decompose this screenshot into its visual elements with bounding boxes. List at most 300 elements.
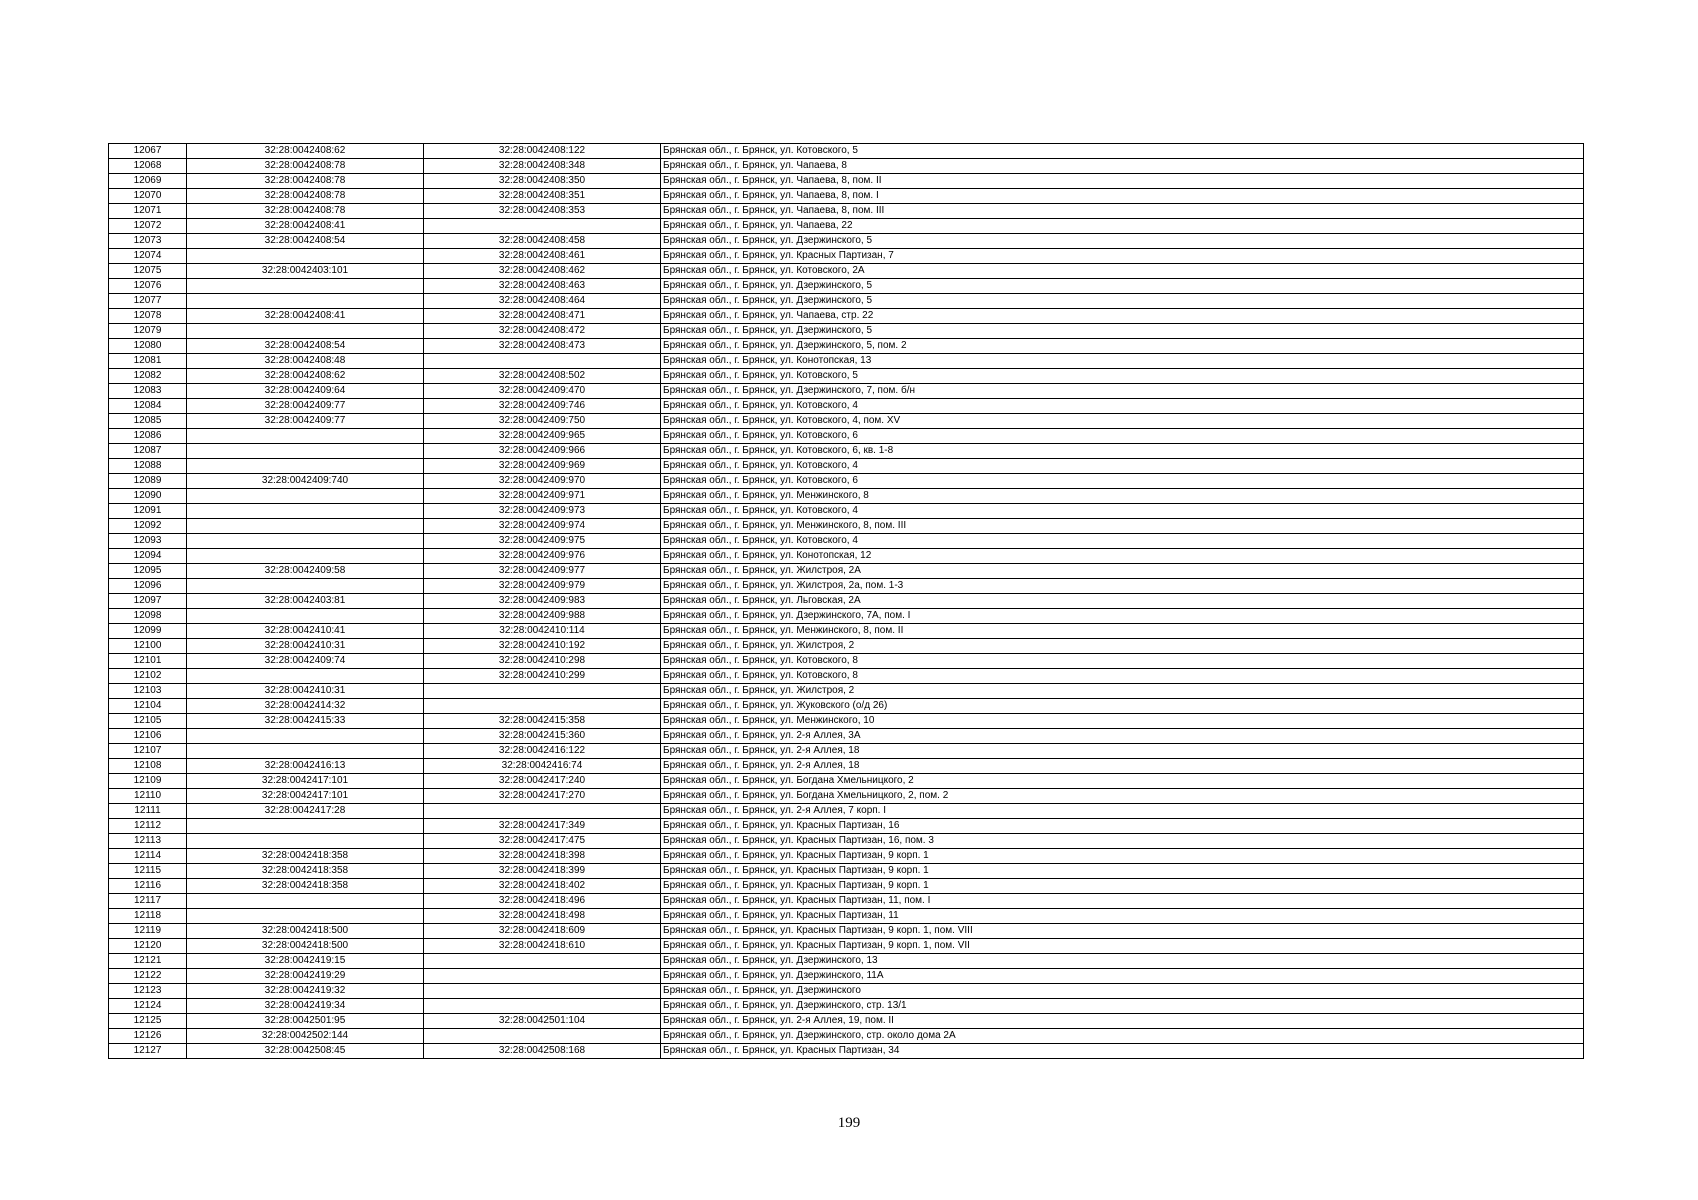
registry-table (108, 143, 1584, 1059)
object-number-cell: 32:28:0042410:299 (424, 669, 661, 684)
row-number-cell: 12117 (109, 894, 187, 909)
object-number-cell: 32:28:0042408:473 (424, 339, 661, 354)
address-cell: Брянская обл., г. Брянск, ул. 2-я Аллея, 18 (661, 744, 1584, 759)
parcel-number-cell: 32:28:0042409:64 (187, 384, 424, 399)
address-cell: Брянская обл., г. Брянск, ул. Котовского, 8 (661, 654, 1584, 669)
object-number-cell: 32:28:0042418:402 (424, 879, 661, 894)
object-number-cell: 32:28:0042408:122 (424, 144, 661, 159)
address-cell: Брянская обл., г. Брянск, ул. Котовского, 4 (661, 399, 1584, 414)
address-cell: Брянская обл., г. Брянск, ул. 2-я Аллея, 18 (661, 759, 1584, 774)
parcel-number-cell (187, 894, 424, 909)
address-cell: Брянская обл., г. Брянск, ул. 2-я Аллея, 3А (661, 729, 1584, 744)
row-number-cell: 12103 (109, 684, 187, 699)
object-number-cell: 32:28:0042409:966 (424, 444, 661, 459)
object-number-cell (424, 1029, 661, 1044)
table-row (109, 159, 1584, 174)
parcel-number-cell: 32:28:0042403:101 (187, 264, 424, 279)
table-row (109, 804, 1584, 819)
table-row (109, 999, 1584, 1014)
parcel-number-cell (187, 294, 424, 309)
object-number-cell: 32:28:0042409:979 (424, 579, 661, 594)
address-cell: Брянская обл., г. Брянск, ул. Котовского, 4 (661, 504, 1584, 519)
row-number-cell: 12074 (109, 249, 187, 264)
object-number-cell: 32:28:0042408:463 (424, 279, 661, 294)
table-row (109, 669, 1584, 684)
object-number-cell: 32:28:0042408:472 (424, 324, 661, 339)
address-cell: Брянская обл., г. Брянск, ул. Жилстроя, 2а, пом. 1-3 (661, 579, 1584, 594)
address-cell: Брянская обл., г. Брянск, ул. 2-я Аллея, 19, пом. II (661, 1014, 1584, 1029)
address-cell: Брянская обл., г. Брянск, ул. Красных Партизан, 34 (661, 1044, 1584, 1059)
object-number-cell: 32:28:0042408:350 (424, 174, 661, 189)
object-number-cell: 32:28:0042409:971 (424, 489, 661, 504)
address-cell: Брянская обл., г. Брянск, ул. Дзержинского, стр. 13/1 (661, 999, 1584, 1014)
row-number-cell: 12075 (109, 264, 187, 279)
object-number-cell: 32:28:0042409:969 (424, 459, 661, 474)
address-cell: Брянская обл., г. Брянск, ул. Котовского, 6 (661, 429, 1584, 444)
address-cell: Брянская обл., г. Брянск, ул. Котовского, 5 (661, 369, 1584, 384)
parcel-number-cell: 32:28:0042501:95 (187, 1014, 424, 1029)
parcel-number-cell: 32:28:0042415:33 (187, 714, 424, 729)
parcel-number-cell: 32:28:0042410:41 (187, 624, 424, 639)
table-row (109, 459, 1584, 474)
row-number-cell: 12125 (109, 1014, 187, 1029)
row-number-cell: 12097 (109, 594, 187, 609)
object-number-cell: 32:28:0042418:609 (424, 924, 661, 939)
address-cell: Брянская обл., г. Брянск, ул. Менжинского, 10 (661, 714, 1584, 729)
row-number-cell: 12100 (109, 639, 187, 654)
object-number-cell (424, 354, 661, 369)
table-row (109, 879, 1584, 894)
parcel-number-cell (187, 549, 424, 564)
parcel-number-cell: 32:28:0042403:81 (187, 594, 424, 609)
object-number-cell (424, 984, 661, 999)
address-cell: Брянская обл., г. Брянск, ул. Дзержинского, 7А, пом. I (661, 609, 1584, 624)
object-number-cell: 32:28:0042415:358 (424, 714, 661, 729)
parcel-number-cell (187, 324, 424, 339)
parcel-number-cell (187, 504, 424, 519)
address-cell: Брянская обл., г. Брянск, ул. Красных Партизан, 16, пом. 3 (661, 834, 1584, 849)
object-number-cell (424, 804, 661, 819)
parcel-number-cell: 32:28:0042408:78 (187, 174, 424, 189)
address-cell: Брянская обл., г. Брянск, ул. Красных Партизан, 7 (661, 249, 1584, 264)
address-cell: Брянская обл., г. Брянск, ул. Красных Партизан, 9 корп. 1 (661, 864, 1584, 879)
table-row (109, 219, 1584, 234)
object-number-cell (424, 219, 661, 234)
object-number-cell: 32:28:0042409:965 (424, 429, 661, 444)
object-number-cell: 32:28:0042418:398 (424, 849, 661, 864)
address-cell: Брянская обл., г. Брянск, ул. Чапаева, 8, пом. III (661, 204, 1584, 219)
table-row (109, 189, 1584, 204)
address-cell: Брянская обл., г. Брянск, ул. Жуковского (о/д 26) (661, 699, 1584, 714)
parcel-number-cell (187, 429, 424, 444)
table-row (109, 1044, 1584, 1059)
parcel-number-cell (187, 909, 424, 924)
table-row (109, 549, 1584, 564)
address-cell: Брянская обл., г. Брянск, ул. Дзержинского, 5 (661, 324, 1584, 339)
object-number-cell: 32:28:0042410:114 (424, 624, 661, 639)
parcel-number-cell: 32:28:0042419:32 (187, 984, 424, 999)
table-row (109, 744, 1584, 759)
parcel-number-cell: 32:28:0042408:41 (187, 219, 424, 234)
table-row (109, 819, 1584, 834)
object-number-cell: 32:28:0042409:974 (424, 519, 661, 534)
row-number-cell: 12124 (109, 999, 187, 1014)
object-number-cell: 32:28:0042409:977 (424, 564, 661, 579)
object-number-cell: 32:28:0042409:970 (424, 474, 661, 489)
parcel-number-cell (187, 609, 424, 624)
address-cell: Брянская обл., г. Брянск, ул. Котовского, 6 (661, 474, 1584, 489)
row-number-cell: 12073 (109, 234, 187, 249)
address-cell: Брянская обл., г. Брянск, ул. Дзержинского, 5 (661, 279, 1584, 294)
table-row (109, 864, 1584, 879)
address-cell: Брянская обл., г. Брянск, ул. Котовского, 2А (661, 264, 1584, 279)
object-number-cell: 32:28:0042418:399 (424, 864, 661, 879)
table-row (109, 984, 1584, 999)
table-row (109, 939, 1584, 954)
parcel-number-cell (187, 819, 424, 834)
parcel-number-cell (187, 744, 424, 759)
table-row (109, 294, 1584, 309)
row-number-cell: 12105 (109, 714, 187, 729)
address-cell: Брянская обл., г. Брянск, ул. Богдана Хмельницкого, 2 (661, 774, 1584, 789)
parcel-number-cell (187, 834, 424, 849)
table-row (109, 924, 1584, 939)
object-number-cell: 32:28:0042408:458 (424, 234, 661, 249)
parcel-number-cell: 32:28:0042508:45 (187, 1044, 424, 1059)
row-number-cell: 12123 (109, 984, 187, 999)
table-row (109, 324, 1584, 339)
address-cell: Брянская обл., г. Брянск, ул. Дзержинского, 11А (661, 969, 1584, 984)
address-cell: Брянская обл., г. Брянск, ул. Дзержинского, 7, пом. б/н (661, 384, 1584, 399)
table-row (109, 969, 1584, 984)
parcel-number-cell: 32:28:0042409:77 (187, 399, 424, 414)
address-cell: Брянская обл., г. Брянск, ул. Чапаева, стр. 22 (661, 309, 1584, 324)
object-number-cell (424, 684, 661, 699)
parcel-number-cell: 32:28:0042408:62 (187, 369, 424, 384)
address-cell: Брянская обл., г. Брянск, ул. Дзержинского (661, 984, 1584, 999)
parcel-number-cell (187, 489, 424, 504)
address-cell: Брянская обл., г. Брянск, ул. Дзержинского, 5 (661, 294, 1584, 309)
parcel-number-cell: 32:28:0042418:358 (187, 879, 424, 894)
parcel-number-cell: 32:28:0042419:15 (187, 954, 424, 969)
table-row (109, 594, 1584, 609)
table-row (109, 489, 1584, 504)
address-cell: Брянская обл., г. Брянск, ул. Жилстроя, 2 (661, 639, 1584, 654)
object-number-cell: 32:28:0042417:475 (424, 834, 661, 849)
parcel-number-cell: 32:28:0042418:500 (187, 939, 424, 954)
parcel-number-cell: 32:28:0042416:13 (187, 759, 424, 774)
object-number-cell: 32:28:0042409:750 (424, 414, 661, 429)
row-number-cell: 12119 (109, 924, 187, 939)
row-number-cell: 12068 (109, 159, 187, 174)
address-cell: Брянская обл., г. Брянск, ул. Красных Партизан, 9 корп. 1 (661, 849, 1584, 864)
row-number-cell: 12121 (109, 954, 187, 969)
object-number-cell (424, 954, 661, 969)
row-number-cell: 12071 (109, 204, 187, 219)
table-row (109, 759, 1584, 774)
object-number-cell: 32:28:0042408:471 (424, 309, 661, 324)
parcel-number-cell: 32:28:0042417:101 (187, 789, 424, 804)
table-row (109, 429, 1584, 444)
row-number-cell: 12113 (109, 834, 187, 849)
object-number-cell: 32:28:0042408:461 (424, 249, 661, 264)
row-number-cell: 12126 (109, 1029, 187, 1044)
table-row (109, 1029, 1584, 1044)
object-number-cell: 32:28:0042508:168 (424, 1044, 661, 1059)
parcel-number-cell: 32:28:0042408:54 (187, 339, 424, 354)
parcel-number-cell: 32:28:0042408:78 (187, 189, 424, 204)
object-number-cell: 32:28:0042409:746 (424, 399, 661, 414)
parcel-number-cell: 32:28:0042410:31 (187, 639, 424, 654)
table-row (109, 699, 1584, 714)
table-row (109, 519, 1584, 534)
address-cell: Брянская обл., г. Брянск, ул. Чапаева, 22 (661, 219, 1584, 234)
address-cell: Брянская обл., г. Брянск, ул. Котовского, 4 (661, 534, 1584, 549)
table-row (109, 174, 1584, 189)
address-cell: Брянская обл., г. Брянск, ул. Красных Партизан, 16 (661, 819, 1584, 834)
table-row (109, 504, 1584, 519)
object-number-cell: 32:28:0042409:988 (424, 609, 661, 624)
row-number-cell: 12070 (109, 189, 187, 204)
table-row (109, 444, 1584, 459)
address-cell: Брянская обл., г. Брянск, ул. Красных Партизан, 11, пом. I (661, 894, 1584, 909)
address-cell: Брянская обл., г. Брянск, ул. Котовского, 4 (661, 459, 1584, 474)
table-row (109, 1014, 1584, 1029)
object-number-cell: 32:28:0042408:351 (424, 189, 661, 204)
table-row (109, 834, 1584, 849)
row-number-cell: 12112 (109, 819, 187, 834)
table-row (109, 789, 1584, 804)
table-row (109, 144, 1584, 159)
table-row (109, 474, 1584, 489)
address-cell: Брянская обл., г. Брянск, ул. Богдана Хмельницкого, 2, пом. 2 (661, 789, 1584, 804)
object-number-cell: 32:28:0042418:496 (424, 894, 661, 909)
object-number-cell: 32:28:0042415:360 (424, 729, 661, 744)
parcel-number-cell: 32:28:0042408:78 (187, 159, 424, 174)
address-cell: Брянская обл., г. Брянск, ул. Дзержинского, 13 (661, 954, 1584, 969)
table-row (109, 894, 1584, 909)
address-cell: Брянская обл., г. Брянск, ул. Котовского, 4, пом. XV (661, 414, 1584, 429)
table-row (109, 774, 1584, 789)
object-number-cell: 32:28:0042409:976 (424, 549, 661, 564)
row-number-cell: 12116 (109, 879, 187, 894)
object-number-cell: 32:28:0042418:498 (424, 909, 661, 924)
row-number-cell: 12110 (109, 789, 187, 804)
object-number-cell: 32:28:0042408:502 (424, 369, 661, 384)
row-number-cell: 12095 (109, 564, 187, 579)
row-number-cell: 12120 (109, 939, 187, 954)
address-cell: Брянская обл., г. Брянск, ул. Чапаева, 8 (661, 159, 1584, 174)
object-number-cell: 32:28:0042408:464 (424, 294, 661, 309)
parcel-number-cell: 32:28:0042408:48 (187, 354, 424, 369)
row-number-cell: 12096 (109, 579, 187, 594)
parcel-number-cell: 32:28:0042419:34 (187, 999, 424, 1014)
table-row (109, 309, 1584, 324)
address-cell: Брянская обл., г. Брянск, ул. Менжинского, 8, пом. III (661, 519, 1584, 534)
object-number-cell: 32:28:0042416:74 (424, 759, 661, 774)
table-row (109, 264, 1584, 279)
row-number-cell: 12083 (109, 384, 187, 399)
row-number-cell: 12086 (109, 429, 187, 444)
table-row (109, 354, 1584, 369)
row-number-cell: 12102 (109, 669, 187, 684)
object-number-cell: 32:28:0042501:104 (424, 1014, 661, 1029)
address-cell: Брянская обл., г. Брянск, ул. Менжинского, 8 (661, 489, 1584, 504)
row-number-cell: 12093 (109, 534, 187, 549)
table-row (109, 384, 1584, 399)
address-cell: Брянская обл., г. Брянск, ул. Котовского, 6, кв. 1-8 (661, 444, 1584, 459)
object-number-cell: 32:28:0042409:973 (424, 504, 661, 519)
address-cell: Брянская обл., г. Брянск, ул. Дзержинского, 5, пом. 2 (661, 339, 1584, 354)
address-cell: Брянская обл., г. Брянск, ул. 2-я Аллея, 7 корп. I (661, 804, 1584, 819)
row-number-cell: 12085 (109, 414, 187, 429)
parcel-number-cell (187, 669, 424, 684)
parcel-number-cell (187, 444, 424, 459)
row-number-cell: 12109 (109, 774, 187, 789)
address-cell: Брянская обл., г. Брянск, ул. Котовского, 5 (661, 144, 1584, 159)
table-row (109, 909, 1584, 924)
table-row (109, 654, 1584, 669)
table-row (109, 564, 1584, 579)
row-number-cell: 12099 (109, 624, 187, 639)
parcel-number-cell (187, 729, 424, 744)
row-number-cell: 12101 (109, 654, 187, 669)
table-row (109, 414, 1584, 429)
row-number-cell: 12084 (109, 399, 187, 414)
row-number-cell: 12076 (109, 279, 187, 294)
object-number-cell: 32:28:0042417:349 (424, 819, 661, 834)
parcel-number-cell (187, 459, 424, 474)
address-cell: Брянская обл., г. Брянск, ул. Красных Партизан, 11 (661, 909, 1584, 924)
table-row (109, 234, 1584, 249)
parcel-number-cell: 32:28:0042502:144 (187, 1029, 424, 1044)
row-number-cell: 12081 (109, 354, 187, 369)
parcel-number-cell: 32:28:0042408:62 (187, 144, 424, 159)
row-number-cell: 12108 (109, 759, 187, 774)
parcel-number-cell (187, 249, 424, 264)
row-number-cell: 12104 (109, 699, 187, 714)
parcel-number-cell: 32:28:0042417:101 (187, 774, 424, 789)
object-number-cell: 32:28:0042417:240 (424, 774, 661, 789)
address-cell: Брянская обл., г. Брянск, ул. Жилстроя, 2А (661, 564, 1584, 579)
row-number-cell: 12090 (109, 489, 187, 504)
row-number-cell: 12077 (109, 294, 187, 309)
object-number-cell: 32:28:0042416:122 (424, 744, 661, 759)
row-number-cell: 12098 (109, 609, 187, 624)
table-row (109, 339, 1584, 354)
address-cell: Брянская обл., г. Брянск, ул. Конотопская, 13 (661, 354, 1584, 369)
parcel-number-cell: 32:28:0042408:41 (187, 309, 424, 324)
address-cell: Брянская обл., г. Брянск, ул. Льговская, 2А (661, 594, 1584, 609)
row-number-cell: 12087 (109, 444, 187, 459)
parcel-number-cell: 32:28:0042418:358 (187, 864, 424, 879)
object-number-cell (424, 969, 661, 984)
row-number-cell: 12127 (109, 1044, 187, 1059)
table-row (109, 684, 1584, 699)
row-number-cell: 12122 (109, 969, 187, 984)
address-cell: Брянская обл., г. Брянск, ул. Дзержинского, 5 (661, 234, 1584, 249)
parcel-number-cell: 32:28:0042418:500 (187, 924, 424, 939)
object-number-cell: 32:28:0042409:975 (424, 534, 661, 549)
address-cell: Брянская обл., г. Брянск, ул. Жилстроя, 2 (661, 684, 1584, 699)
parcel-number-cell: 32:28:0042410:31 (187, 684, 424, 699)
object-number-cell: 32:28:0042409:470 (424, 384, 661, 399)
table-row (109, 624, 1584, 639)
table-row (109, 369, 1584, 384)
address-cell: Брянская обл., г. Брянск, ул. Дзержинского, стр. около дома 2А (661, 1029, 1584, 1044)
parcel-number-cell: 32:28:0042419:29 (187, 969, 424, 984)
address-cell: Брянская обл., г. Брянск, ул. Красных Партизан, 9 корп. 1 (661, 879, 1584, 894)
table-row (109, 609, 1584, 624)
object-number-cell (424, 999, 661, 1014)
registry-table-body (109, 144, 1584, 1059)
parcel-number-cell: 32:28:0042408:54 (187, 234, 424, 249)
row-number-cell: 12082 (109, 369, 187, 384)
table-row (109, 399, 1584, 414)
address-cell: Брянская обл., г. Брянск, ул. Красных Партизан, 9 корп. 1, пом. VII (661, 939, 1584, 954)
object-number-cell: 32:28:0042417:270 (424, 789, 661, 804)
object-number-cell: 32:28:0042408:348 (424, 159, 661, 174)
row-number-cell: 12067 (109, 144, 187, 159)
object-number-cell: 32:28:0042410:298 (424, 654, 661, 669)
table-row (109, 249, 1584, 264)
row-number-cell: 12078 (109, 309, 187, 324)
row-number-cell: 12106 (109, 729, 187, 744)
parcel-number-cell: 32:28:0042417:28 (187, 804, 424, 819)
object-number-cell: 32:28:0042408:462 (424, 264, 661, 279)
parcel-number-cell: 32:28:0042418:358 (187, 849, 424, 864)
object-number-cell: 32:28:0042409:983 (424, 594, 661, 609)
parcel-number-cell (187, 534, 424, 549)
table-row (109, 729, 1584, 744)
object-number-cell: 32:28:0042418:610 (424, 939, 661, 954)
page-number: 199 (837, 1115, 861, 1131)
row-number-cell: 12091 (109, 504, 187, 519)
row-number-cell: 12107 (109, 744, 187, 759)
table-row (109, 639, 1584, 654)
address-cell: Брянская обл., г. Брянск, ул. Красных Партизан, 9 корп. 1, пом. VIII (661, 924, 1584, 939)
row-number-cell: 12092 (109, 519, 187, 534)
row-number-cell: 12080 (109, 339, 187, 354)
object-number-cell: 32:28:0042408:353 (424, 204, 661, 219)
table-row (109, 534, 1584, 549)
parcel-number-cell: 32:28:0042409:74 (187, 654, 424, 669)
address-cell: Брянская обл., г. Брянск, ул. Конотопская, 12 (661, 549, 1584, 564)
row-number-cell: 12088 (109, 459, 187, 474)
row-number-cell: 12114 (109, 849, 187, 864)
table-row (109, 954, 1584, 969)
parcel-number-cell: 32:28:0042409:740 (187, 474, 424, 489)
row-number-cell: 12089 (109, 474, 187, 489)
parcel-number-cell: 32:28:0042408:78 (187, 204, 424, 219)
table-row (109, 849, 1584, 864)
parcel-number-cell (187, 579, 424, 594)
row-number-cell: 12115 (109, 864, 187, 879)
row-number-cell: 12111 (109, 804, 187, 819)
object-number-cell (424, 699, 661, 714)
table-row (109, 279, 1584, 294)
address-cell: Брянская обл., г. Брянск, ул. Чапаева, 8, пом. II (661, 174, 1584, 189)
table-row (109, 714, 1584, 729)
parcel-number-cell: 32:28:0042409:77 (187, 414, 424, 429)
parcel-number-cell: 32:28:0042414:32 (187, 699, 424, 714)
row-number-cell: 12079 (109, 324, 187, 339)
row-number-cell: 12094 (109, 549, 187, 564)
row-number-cell: 12069 (109, 174, 187, 189)
parcel-number-cell (187, 279, 424, 294)
row-number-cell: 12072 (109, 219, 187, 234)
address-cell: Брянская обл., г. Брянск, ул. Менжинского, 8, пом. II (661, 624, 1584, 639)
